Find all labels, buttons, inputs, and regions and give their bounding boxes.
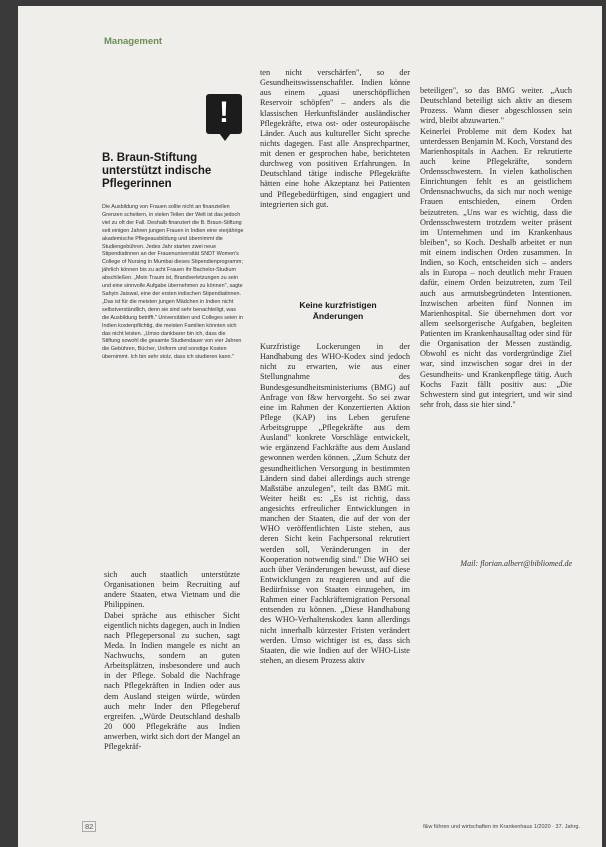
author-email: Mail: florian.albert@bibliomed.de	[460, 559, 572, 568]
page-number: 82	[82, 821, 96, 832]
article-column-1: sich auch staatlich unterstützte Organisationen beim Recruiting auf andere Staaten, etwa Vietnam und die Philippinen. Dabei spräche aus ethischer Sicht eigentlich nichts dagegen, auch in Indien nach Pflegepersonal zu suchen, sagt Meda. In Indien mangele es nicht an Nachwuchs, sondern an guten Arbeitsplätzen, insbesondere und auch in der Pflege. Sobald die Nachfrage nach Pflegekräften in Indien oder aus dem Ausland steigen würde, würden auch mehr Inder den Pflegeberuf ergreifen. „Würde Deutschland deshalb 20 000 Pflegekräfte aus Indien anwerben, wirkt sich dort der Mangel an Pflegekräf-	[104, 570, 240, 752]
article-column-2-top: ten nicht verschärfen", so der Gesundheitswissenschaftler. Indien könne aus einem „quasi unerschöpflichen Reservoir schöpfen" – anders als die klassischen Herkunftsländer ausländischer Pflegekräfte, etwa ost- oder osteuropäische Länder. Auch aus kultureller Sicht spreche nichts dagegen. Fast alle Ansprechpartner, mit denen er gesprochen habe, berichteten durchweg von positiven Erfahrungen. In Deutschland tätige indische Pflegekräfte hätten eine hohe Akzeptanz bei Patienten und Pflegebedürftigen, sind engagiert und integrierten sich gut.	[260, 68, 410, 209]
magazine-page	[18, 6, 602, 847]
section-label: Management	[104, 36, 163, 47]
article-column-2-bottom: Kurzfristige Lockerungen in der Handhabung des WHO-Kodex sind jedoch nicht zu erwarten, wie aus einer Stellungnahme des Bundesgesundheitsministeriums (BMG) auf Anfrage von f&w hervorgeht. So sei zwar eine im Rahmen der Konzertierten Aktion Pflege (KAP) ins Leben gerufene Arbeitsgruppe „Pflegekräfte aus dem Ausland" konkrete Vorschläge entwickelt, wie ergänzend Fachkräfte aus dem Ausland gewonnen werden können. „Zum Schutz der gesundheitlichen Versorgung in bestimmten Ländern sind dabei allerdings auch strenge Maßstäbe anzulegen", teilt das BMG mit. Weiter heißt es: „Es ist richtig, dass angesichts erfreulicher Entwicklungen in manchen der Staaten, die auf der von der WHO veröffentlichten Liste stehen, aus deren Sicht kein Fachpersonal rekrutiert werden soll, Veränderungen in der Kooperation notwendig sind." Die WHO sei auch über Veränderungen bewusst, auf diese Entwicklungen zu reagieren und auf die Bedürfnisse von Staaten einzugehen, im Rahmen einer Fachkräftemigration Personal entsenden zu können. „Diese Handhabung des WHO-Verhaltenskodex kann allerdings nicht innerhalb kürzester Fristen verändert werden. Umso wichtiger ist es, dass sich Staaten, die wie Indien auf der WHO-Liste stehen, an diesem Prozess aktiv	[260, 342, 410, 665]
sidebar-box-text: Die Ausbildung von Frauen sollte nicht an finanziellen Grenzen scheitern, in vielen Teilen der Welt ist das jedoch viel zu oft der Fall. Deshalb finanziert die B. Braun-Stiftung seit einigen Jahren jungen Frauen in Indien eine vierjährige akademische Pflegeausbildung und übernimmt die Studiengebühren. Jedes Jahr starten zwei neue Stipendiatinnen an der Frauenuniversität SNDT Women's College of Nursing in Mumbai dieses Stipendienprogramm; jährlich können bis zu acht Frauen ihr Bachelor-Studium abschließen. „Mein Traum ist, Brandverletzungen zu sein und eine sinnvolle Aufgabe übernehmen zu können", sagte Sahyin Jaiswal, eine der ersten indischen Stipendiatinnen. „Das ist für die meisten jungen Mädchen in Indien nicht selbstverständlich, denn sie sind sehr benachteiligt, was die Ausbildung betrifft." Universitäten und Colleges seien in Indien kostenpflichtig, die meisten Familien könnten sich das nicht leisten. „Umso dankbarer bin ich, dass die Stiftung sowohl die gesamte Studiendauer von vier Jahren die Gebühren, Bücher, Uniform und sonstige Kosten übernimmt. Ich bin sehr stolz, dass ich studieren kann."	[102, 204, 244, 361]
sidebar-box-title: B. Braun-Stiftung unterstützt indische Pflegerinnen	[102, 152, 212, 190]
article-column-3: beteiligen", so das BMG weiter. „Auch Deutschland beteiligt sich aktiv an diesem Prozess. Wann dieser abgeschlossen sein wird, bleibt abzuwarten." Keinerlei Probleme mit dem Kodex hat unterdessen Benjamin M. Koch, Vorstand des Marienhospitals in Aachen. Er rekrutierte auch keine Pflegekräfte, sondern Ordensschwestern. In vielen katholischen Einrichtungen fehlt es an geistlichem Ordensnachwuchs, da sich nur noch wenige Frauen entschieden, einem Orden beizutreten. „Uns war es wichtig, dass die Ordensschwestern trotzdem weiter präsent im Unternehmen und im Krankenhaus bleiben", so Koch. Deshalb arbeitet er nun mit einem indischen Orden zusammen. In Indien, so Koch, entscheiden sich – anders als in Europa – noch deutlich mehr Frauen dafür, einem Orden beizutreten, zum Teil auch aus armutsbegründeten Intentionen. Inzwischen arbeiten fünf Nonnen im Marienhospital. Sie übernehmen dort vor allem seelsorgerische Aufgaben, begleiten Patienten im Krankenhausalltag oder sind für die Organisation der Messen zuständig. Obwohl es nicht das vordergründige Ziel war, sind inzwischen sogar drei in der Gesundheits- und Krankenpflege tätig. Auch Kochs Fazit fällt positiv aus: „Die Schwestern sind gut integriert, und wir sind sehr froh, dass sie hier sind."	[420, 86, 572, 409]
subheading: Keine kurzfristigen Änderungen	[299, 300, 377, 321]
journal-footer: f&w führen und wirtschaften im Krankenhaus 1/2020 · 37. Jahrg.	[423, 824, 580, 830]
exclamation-icon: !	[206, 94, 242, 134]
